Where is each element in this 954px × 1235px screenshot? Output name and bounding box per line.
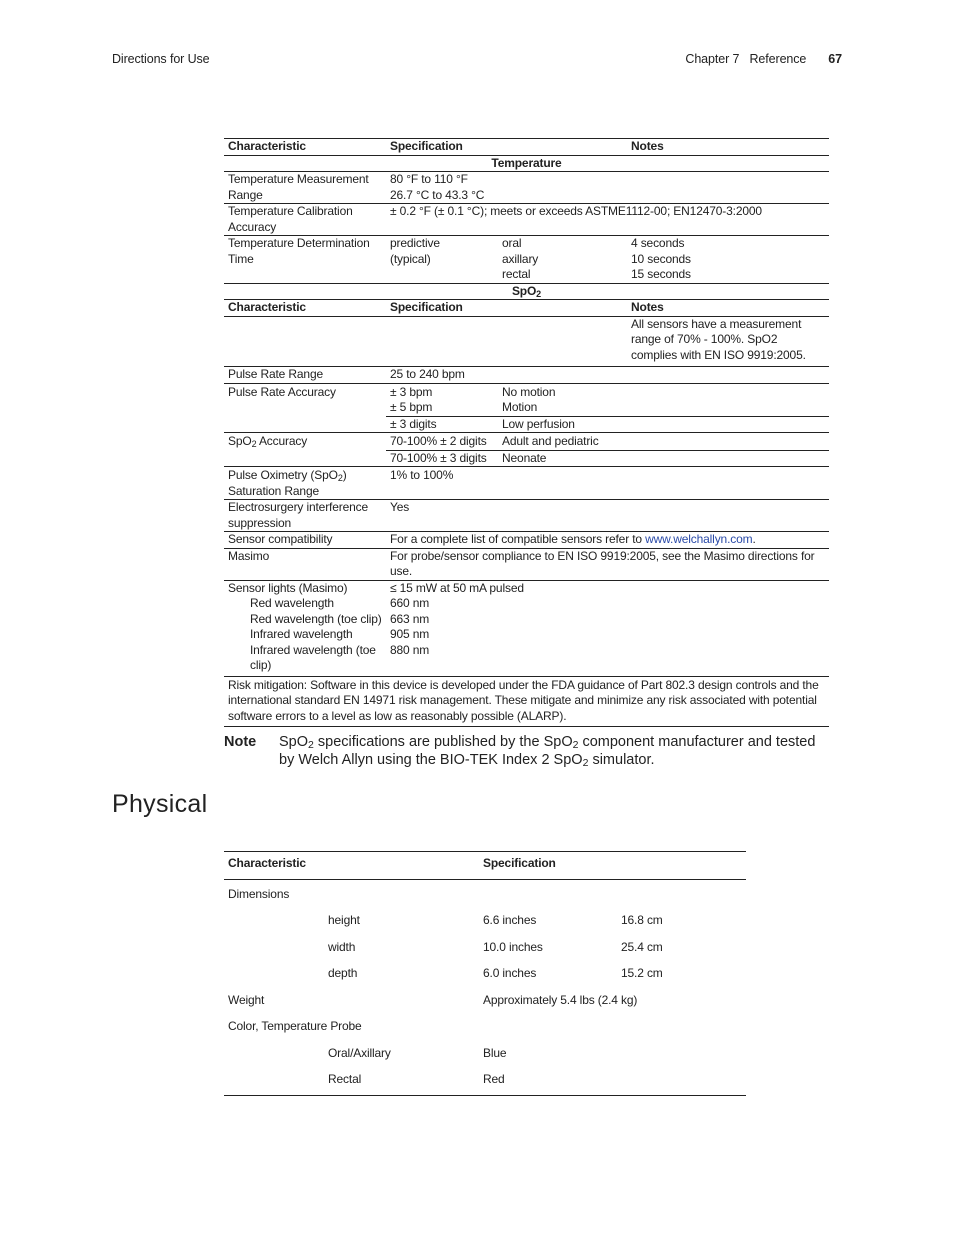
row-spec: ± 3 digits xyxy=(386,416,498,433)
row-sublabel: Oral/Axillary xyxy=(328,1045,391,1060)
row-sublabel: width xyxy=(328,939,356,954)
sub-label: Infrared wavelength xyxy=(250,627,353,641)
table-header-row xyxy=(224,300,829,317)
note-sub: 2 xyxy=(308,739,314,751)
table-row xyxy=(224,316,829,367)
time: 4 seconds xyxy=(631,236,685,250)
row-label: Electrosurgery interference suppression xyxy=(228,500,369,530)
spec-line: 80 °F to 110 °F xyxy=(390,172,468,186)
section-spo2 xyxy=(224,283,829,300)
row-metric: 15.2 cm xyxy=(621,966,663,980)
row-spec: ± 0.2 °F (± 0.1 °C); meets or exceeds ASTME1112-00; EN12470-3:2000 xyxy=(390,204,762,218)
sub-label: Red wavelength xyxy=(250,596,334,610)
row-label: Masimo xyxy=(228,548,270,563)
section-title xyxy=(224,283,829,300)
spec-line: ± 3 bpm xyxy=(390,384,433,399)
time: 10 seconds xyxy=(631,251,691,266)
note-part: specifications are published by the SpO xyxy=(313,734,573,750)
row-cond: Neonate xyxy=(498,450,627,467)
spec-line: ± 5 bpm xyxy=(390,400,433,414)
table-row xyxy=(224,1065,746,1095)
section-title: Temperature xyxy=(491,155,562,170)
row-label: Temperature Measurement Range xyxy=(228,172,369,202)
label-tail: ) xyxy=(342,468,347,482)
title-text: SpO xyxy=(511,283,537,298)
note-sub: 2 xyxy=(572,739,579,751)
note-sub: 2 xyxy=(582,757,589,769)
row-imperial: 6.6 inches xyxy=(483,913,537,927)
physical-table xyxy=(224,851,746,1096)
table-row xyxy=(224,879,746,906)
note-part: simulator. xyxy=(588,752,655,768)
table-row xyxy=(224,532,829,549)
spec-line: (typical) xyxy=(390,251,431,266)
label-sub: 2 xyxy=(337,473,343,483)
row-sublabel: Rectal xyxy=(328,1072,362,1086)
row-spec xyxy=(386,172,829,204)
row-label xyxy=(224,467,386,500)
col-notes: Notes xyxy=(631,139,664,153)
spec-line: 880 nm xyxy=(390,642,430,657)
row-sublabel: depth xyxy=(328,966,358,980)
row-value: Blue xyxy=(483,1045,507,1060)
row-cond: Low perfusion xyxy=(498,416,627,433)
sub-label: Red wavelength (toe clip) xyxy=(250,611,382,626)
row-cond: Adult and pediatric xyxy=(502,434,599,448)
table-row xyxy=(224,172,829,204)
note-part: SpO xyxy=(279,734,309,750)
col-specification: Specification xyxy=(483,856,556,870)
site: rectal xyxy=(502,267,531,281)
row-imperial: 6.0 inches xyxy=(483,966,537,980)
row-spec xyxy=(386,532,829,549)
chapter-label: Chapter 7 Reference xyxy=(685,52,807,66)
table-row xyxy=(224,236,829,284)
row-metric: 25.4 cm xyxy=(621,939,663,954)
row-value: Approximately 5.4 lbs (2.4 kg) xyxy=(483,992,638,1007)
table-row xyxy=(224,959,746,986)
spec-line: 663 nm xyxy=(390,611,430,626)
col-notes: Notes xyxy=(631,300,664,314)
site: oral xyxy=(502,236,522,250)
title-sub: 2 xyxy=(536,288,542,299)
table-header-row xyxy=(224,852,746,880)
col-specification: Specification xyxy=(390,300,463,314)
label-tail: Accuracy xyxy=(256,434,308,448)
row-label: Sensor compatibility xyxy=(228,532,333,546)
table-row xyxy=(224,433,829,451)
row-spec xyxy=(386,236,498,284)
row-label: Weight xyxy=(228,992,265,1007)
col-characteristic: Characteristic xyxy=(228,300,306,314)
label-text: SpO xyxy=(228,434,252,448)
table-row xyxy=(224,204,829,236)
table-row xyxy=(224,1039,746,1066)
spec-line: 26.7 °C to 43.3 °C xyxy=(390,187,485,202)
table-row xyxy=(224,1012,746,1039)
label-sub: 2 xyxy=(251,439,257,449)
row-label: Pulse Rate Range xyxy=(228,367,323,381)
spec-line: predictive xyxy=(390,236,440,250)
risk-text: Risk mitigation: Software in this device is developed under the FDA guidance of Part 802.3 design controls and the international standard EN 14971 risk management. These mitigate and minimize any risk associated with potential software errors to a level as low as reasonably possible (ALARP). xyxy=(228,677,819,723)
table-header-row xyxy=(224,139,829,156)
row-spec: Yes xyxy=(390,500,410,514)
section-temperature xyxy=(224,155,829,172)
table-row xyxy=(224,580,829,676)
table-row xyxy=(224,548,829,580)
note-block xyxy=(224,733,834,769)
col-characteristic: Characteristic xyxy=(228,139,306,153)
cond-line: Motion xyxy=(502,400,538,414)
row-label: Pulse Rate Accuracy xyxy=(228,384,336,399)
section-heading-physical: Physical xyxy=(112,790,208,818)
row-label: Temperature Determination Time xyxy=(228,236,370,266)
row-spec: For probe/sensor compliance to EN ISO 9919:2005, see the Masimo directions for use. xyxy=(390,548,815,578)
row-label: Temperature Calibration Accuracy xyxy=(228,204,353,234)
row-label: Dimensions xyxy=(228,886,290,901)
spec-text: For a complete list of compatible sensors refer to xyxy=(390,532,646,546)
running-header-chapter xyxy=(685,52,842,66)
label-line2: Saturation Range xyxy=(228,483,319,498)
col-characteristic: Characteristic xyxy=(228,856,306,870)
table-row xyxy=(224,906,746,933)
row-metric: 16.8 cm xyxy=(621,913,663,927)
table-row xyxy=(224,383,829,416)
sub-label: Infrared wavelength (toe clip) xyxy=(250,642,376,672)
row-spec: 1% to 100% xyxy=(390,468,454,482)
spec-line: 660 nm xyxy=(390,596,430,610)
row-spec xyxy=(386,580,829,676)
col-specification: Specification xyxy=(390,139,463,153)
note-part: component manufacturer and tested by Welch Allyn using the BIO-TEK Index 2 SpO xyxy=(279,734,816,768)
note-label: Note xyxy=(224,734,257,750)
spec-line: ≤ 15 mW at 50 mA pulsed xyxy=(390,580,524,595)
row-notes: All sensors have a measurement range of 70% - 100%. SpO2 complies with EN ISO 9919:2005. xyxy=(631,316,806,362)
row-sites xyxy=(498,236,627,284)
row-imperial: 10.0 inches xyxy=(483,939,543,954)
row-spec: 25 to 240 bpm xyxy=(390,367,465,381)
page-number: 67 xyxy=(828,52,842,66)
cond-line: No motion xyxy=(502,384,556,399)
row-label xyxy=(224,433,386,467)
row-value: Red xyxy=(483,1072,505,1086)
row-sublabel: height xyxy=(328,913,360,927)
table-row xyxy=(224,986,746,1013)
specifications-table xyxy=(224,138,829,727)
row-label xyxy=(224,580,386,676)
row-label: Color, Temperature Probe xyxy=(228,1019,362,1033)
time: 15 seconds xyxy=(631,267,691,281)
row-spec: 70-100% ± 3 digits xyxy=(386,450,498,467)
site: axillary xyxy=(502,251,539,266)
note-text xyxy=(279,733,834,769)
welchallyn-link[interactable]: www.welchallyn.com xyxy=(645,532,753,546)
row-cond xyxy=(498,383,627,416)
spec-line: 905 nm xyxy=(390,627,430,641)
label-line: Sensor lights (Masimo) xyxy=(228,580,348,595)
spec-tail: . xyxy=(752,532,756,546)
row-notes xyxy=(627,236,829,284)
row-spec xyxy=(386,383,498,416)
table-row xyxy=(224,500,829,532)
table-row xyxy=(224,933,746,960)
table-row xyxy=(224,467,829,500)
row-spec: 70-100% ± 2 digits xyxy=(390,434,487,448)
risk-mitigation-row xyxy=(224,676,829,727)
running-header-title: Directions for Use xyxy=(112,52,210,66)
label-text: Pulse Oximetry (SpO xyxy=(228,468,338,482)
table-row xyxy=(224,367,829,384)
